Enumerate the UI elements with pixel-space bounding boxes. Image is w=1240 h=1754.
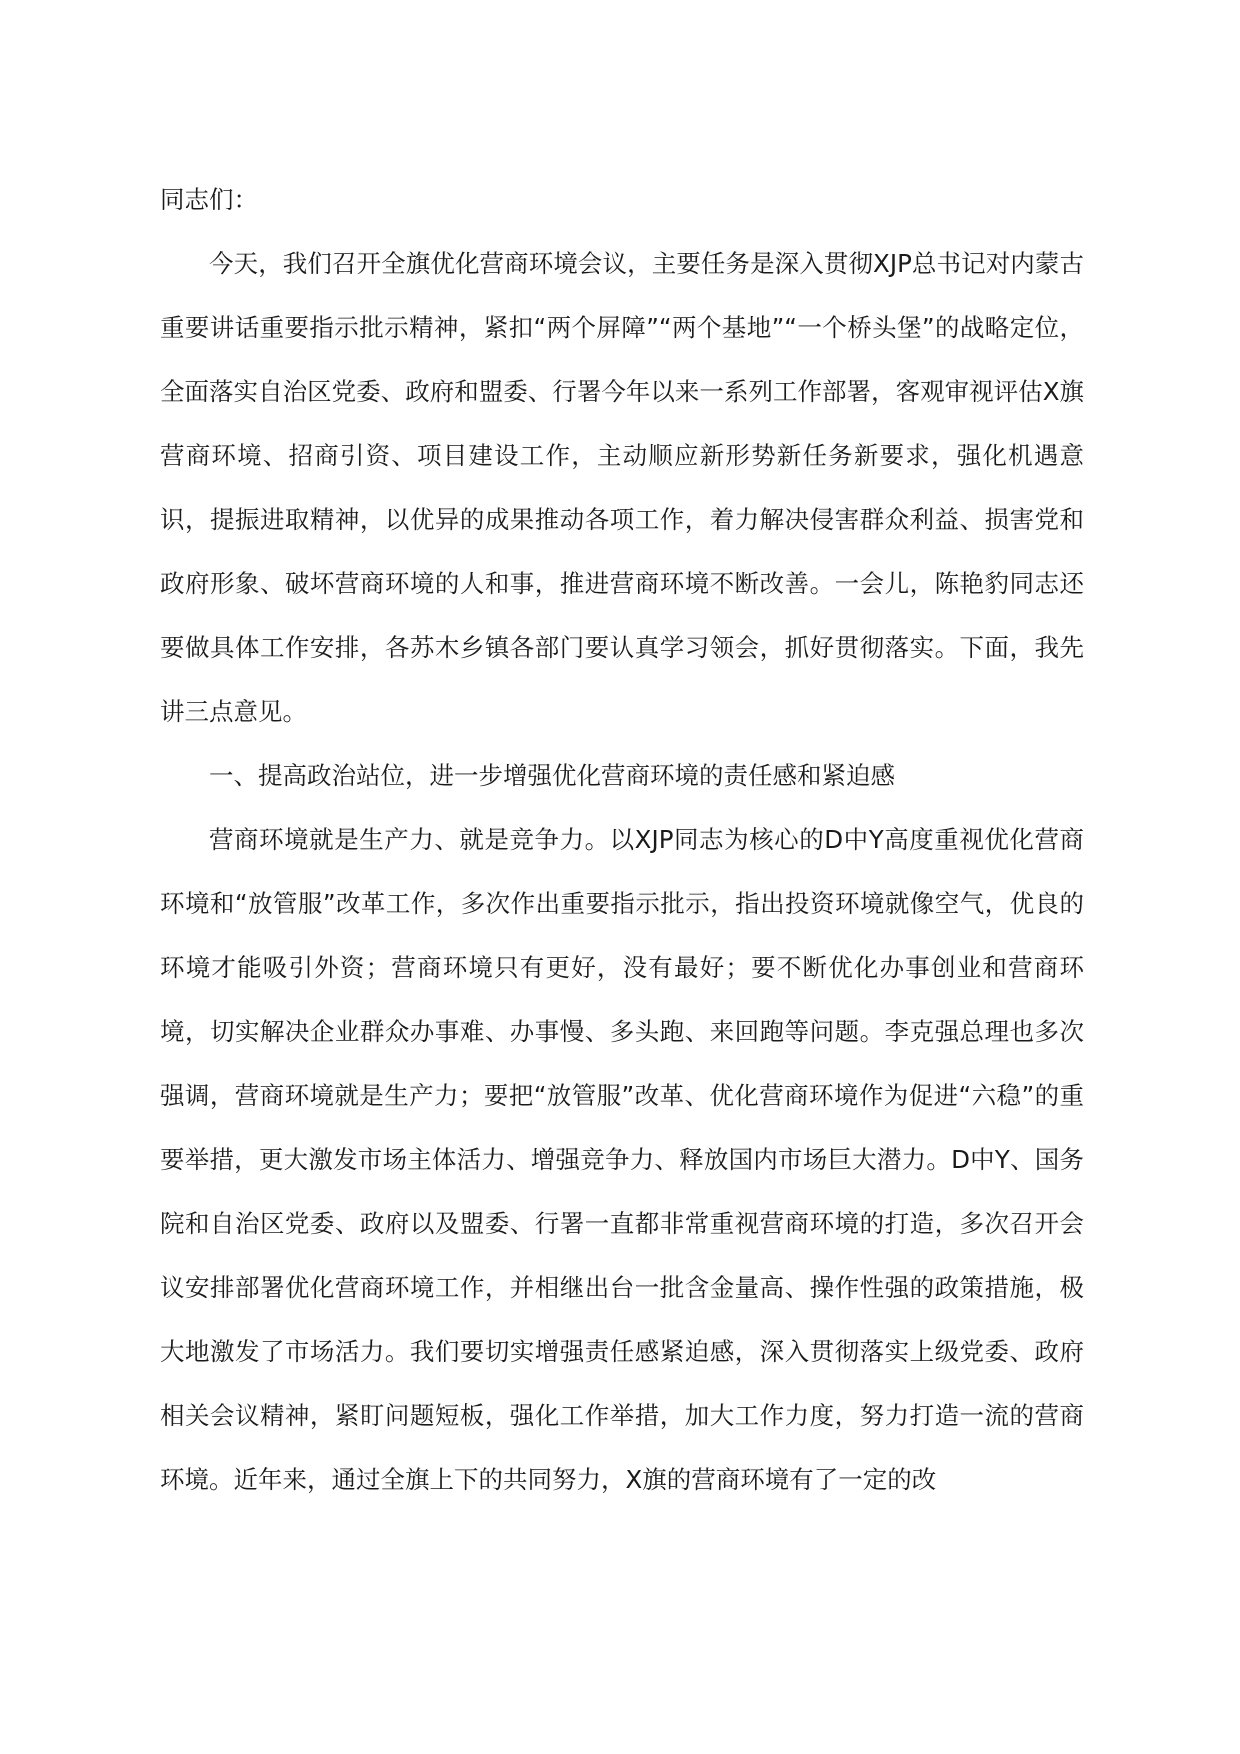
paragraph-opening: 今天，我们召开全旗优化营商环境会议，主要任务是深入贯彻XJP总书记对内蒙古重要讲话重要指示批示精神，紧扣“两个屏障”“两个基地”“一个桥头堡”的战略定位，全面落实自治区党委、政府和盟委、行署今年以来一系列工作部署，客观审视评估X旗营商环境、招商引资、项目建设工作，主动顺应新形势新任务新要求，强化机遇意识，提振进取精神，以优异的成果推动各项工作，着力解决侵害群众利益、损害党和政府形象、破坏营商环境的人和事，推进营商环境不断改善。一会儿，陈艳豹同志还要做具体工作安排，各苏木乡镇各部门要认真学习领会，抓好贯彻落实。下面，我先讲三点意见。 [160,249,1084,726]
section-heading-1: 一、提高政治站位，进一步增强优化营商环境的责任感和紧迫感 [209,761,895,790]
document-body [160,168,1084,1512]
salutation: 同志们： [160,185,258,214]
paragraph-section-1: 营商环境就是生产力、就是竞争力。以XJP同志为核心的D中Y高度重视优化营商环境和“放管服”改革工作，多次作出重要指示批示，指出投资环境就像空气，优良的环境才能吸引外资；营商环境只有更好，没有最好；要不断优化办事创业和营商环境，切实解决企业群众办事难、办事慢、多头跑、来回跑等问题。李克强总理也多次强调，营商环境就是生产力；要把“放管服”改革、优化营商环境作为促进“六稳”的重要举措，更大激发市场主体活力、增强竞争力、释放国内市场巨大潜力。D中Y、国务院和自治区党委、政府以及盟委、行署一直都非常重视营商环境的打造，多次召开会议安排部署优化营商环境工作，并相继出台一批含金量高、操作性强的政策措施，极大地激发了市场活力。我们要切实增强责任感紧迫感，深入贯彻落实上级党委、政府相关会议精神，紧盯问题短板，强化工作举措，加大工作力度，努力打造一流的营商环境。近年来，通过全旗上下的共同努力，X旗的营商环境有了一定的改 [160,825,1084,1494]
